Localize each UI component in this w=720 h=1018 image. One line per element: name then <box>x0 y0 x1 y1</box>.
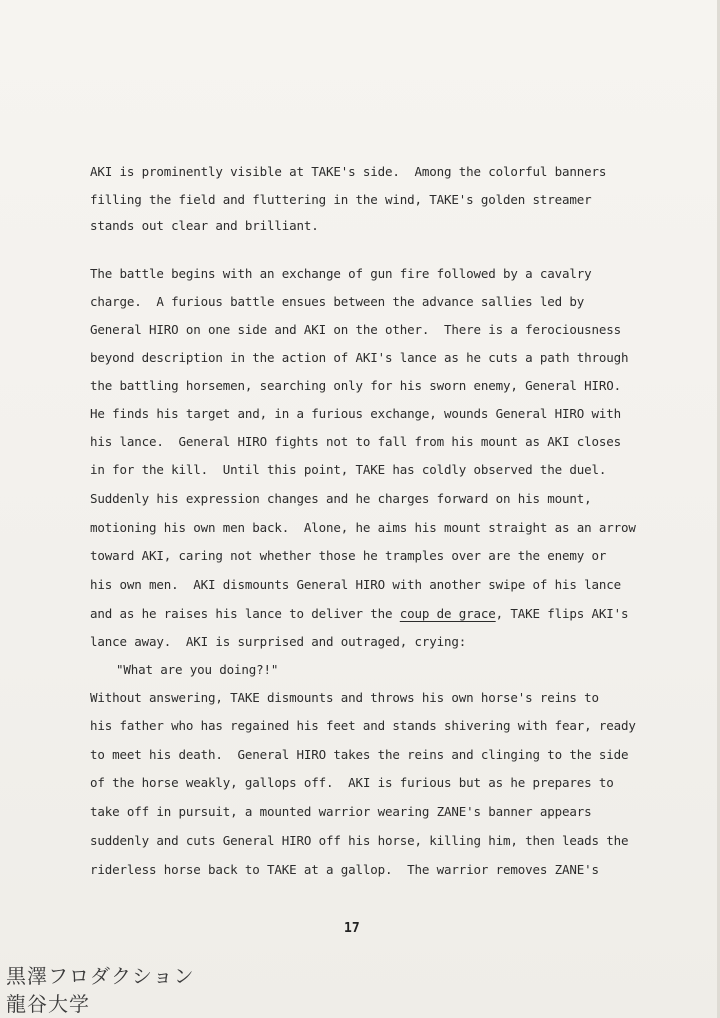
text-line: lance away. AKI is surprised and outraged, crying: <box>90 634 467 649</box>
text-line: motioning his own men back. Alone, he aims his mount straight as an arrow <box>90 520 636 535</box>
text-line: his father who has regained his feet and stands shivering with fear, ready <box>90 718 636 733</box>
text-line: filling the field and fluttering in the wind, TAKE's golden streamer <box>90 192 592 207</box>
text-line: stands out clear and brilliant. <box>90 218 319 233</box>
text-line: his own men. AKI dismounts General HIRO with another swipe of his lance <box>90 577 622 592</box>
text-line: charge. A furious battle ensues between the advance sallies led by <box>90 294 585 309</box>
text-line: beyond description in the action of AKI's lance as he cuts a path through <box>90 350 629 365</box>
archive-label-line2: 龍谷大学 <box>6 992 90 1016</box>
text-line: He finds his target and, in a furious exchange, wounds General HIRO with <box>90 406 622 421</box>
archive-label-line1: 黒澤フロダクション <box>6 964 195 988</box>
underlined-phrase: coup de grace <box>399 606 496 621</box>
text-line: riderless horse back to TAKE at a gallop. The warrior removes ZANE's <box>90 862 599 877</box>
dialogue-line: "What are you doing?!" <box>116 662 279 677</box>
text-line: AKI is prominently visible at TAKE's side. Among the colorful banners <box>90 164 607 179</box>
text-line: of the horse weakly, gallops off. AKI is furious but as he prepares to <box>90 775 614 790</box>
text-line: suddenly and cuts General HIRO off his horse, killing him, then leads the <box>90 833 629 848</box>
text-line: The battle begins with an exchange of gun fire followed by a cavalry <box>90 266 592 281</box>
text-line: General HIRO on one side and AKI on the other. There is a ferociousness <box>90 322 622 337</box>
text-line: Suddenly his expression changes and he charges forward on his mount, <box>90 491 592 506</box>
text-segment: and as he raises his lance to deliver the <box>90 606 400 621</box>
text-line: Without answering, TAKE dismounts and throws his own horse's reins to <box>90 690 599 705</box>
text-line: toward AKI, caring not whether those he tramples over are the enemy or <box>90 548 607 563</box>
text-line-coup-de-grace <box>90 606 628 621</box>
text-line: the battling horsemen, searching only for his sworn enemy, General HIRO. <box>90 378 622 393</box>
text-line: take off in pursuit, a mounted warrior wearing ZANE's banner appears <box>90 804 592 819</box>
page-number: 17 <box>344 921 360 936</box>
text-line: his lance. General HIRO fights not to fall from his mount as AKI closes <box>90 434 622 449</box>
text-segment: , TAKE flips AKI's <box>495 606 629 621</box>
text-line: to meet his death. General HIRO takes the reins and clinging to the side <box>90 747 629 762</box>
text-line: in for the kill. Until this point, TAKE has coldly observed the duel. <box>90 462 607 477</box>
